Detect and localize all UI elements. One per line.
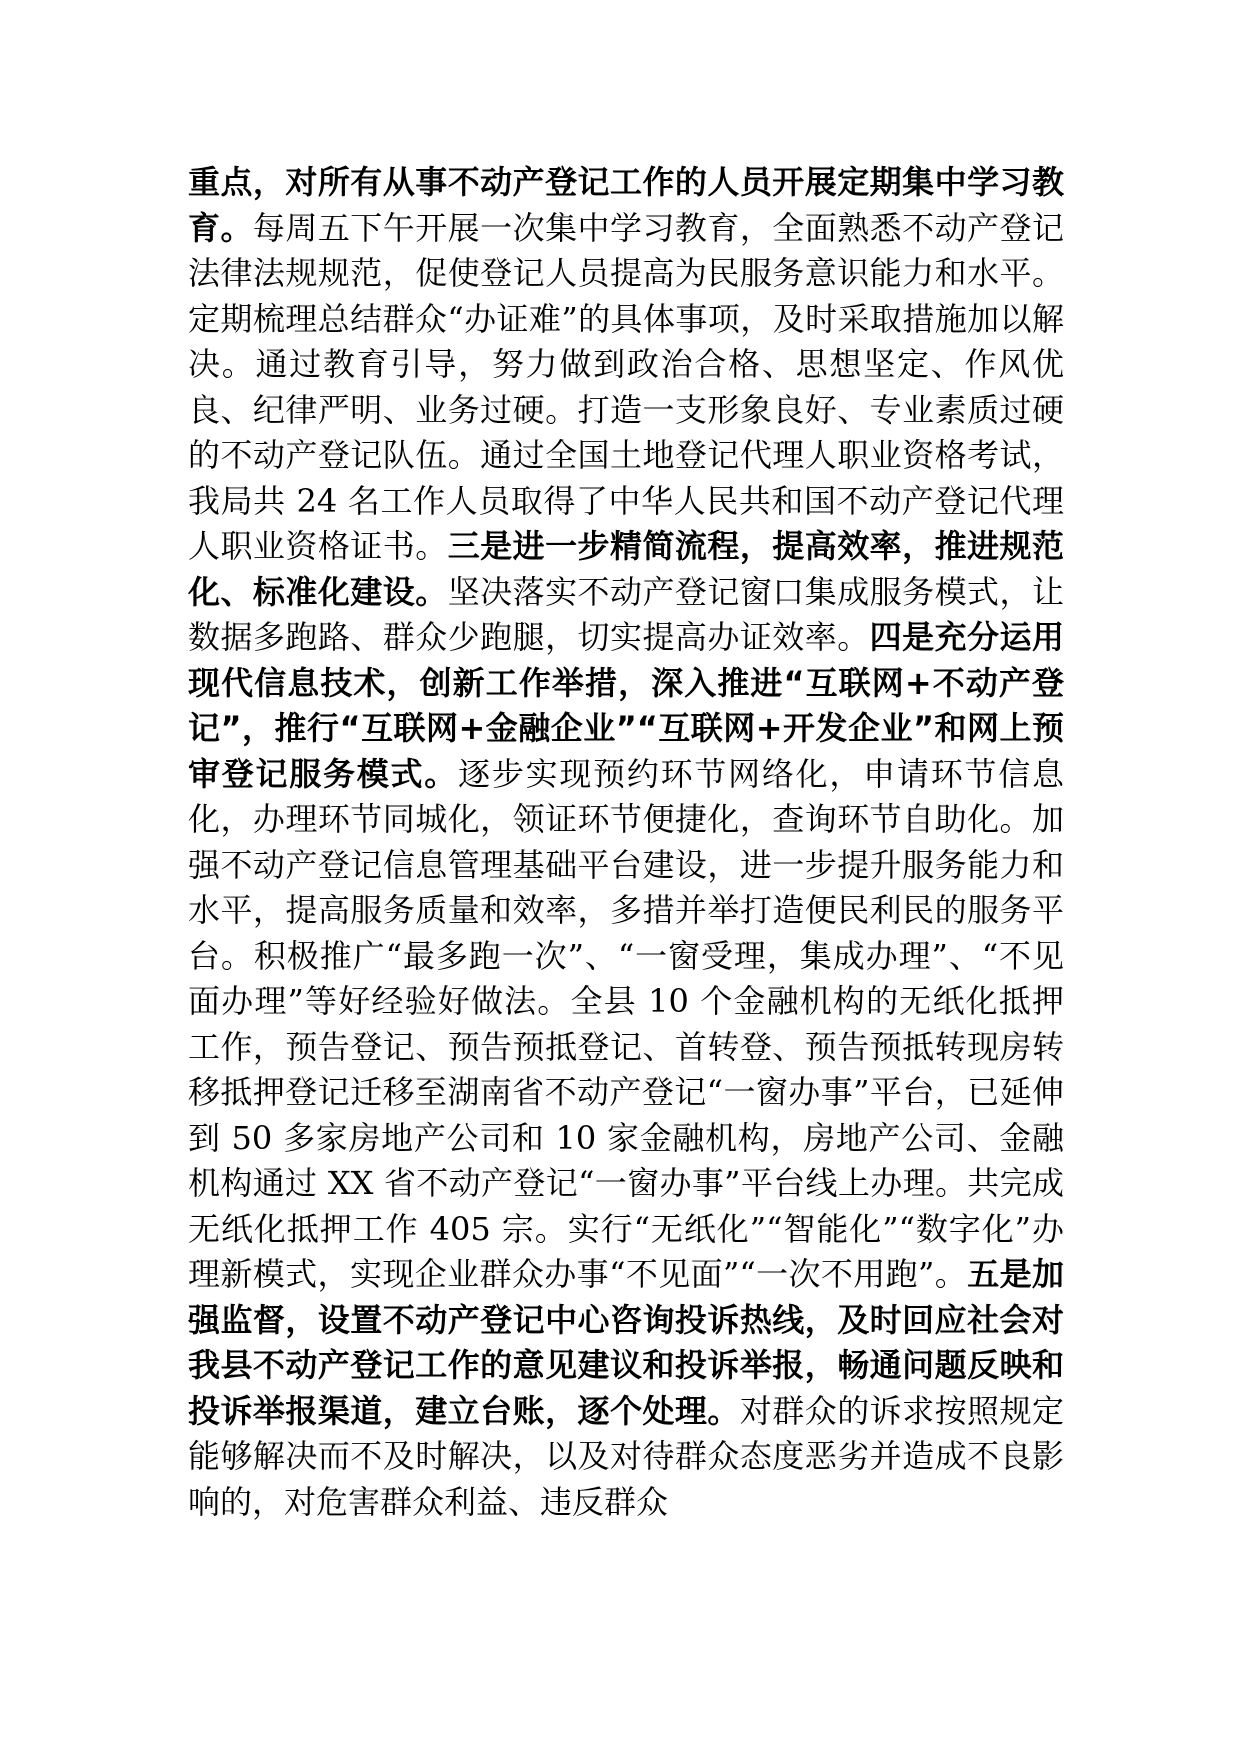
text-point-three-details: 坚决落实不动产登记窗口集成服务模式，让数据多跑路、群众少跑腿，切实提高办证效率。 — [188, 572, 1064, 656]
bold-lead-learning-education: 重点，对所有从事不动产登记工作的人员开展定期集中学习教育。 — [188, 163, 1064, 247]
text-point-five-details: 对群众的诉求按照规定能够解决而不及时解决，以及对待群众态度恶劣并造成不良影响的，对危害群众利益、违反群众 — [188, 1391, 1064, 1521]
text-point-four-details: 逐步实现预约环节网络化，申请环节信息化，办理环节同城化，领证环节便捷化，查询环节自助化。加强不动产登记信息管理基础平台建设，进一步提升服务能力和水平，提高服务质量和效率，多措并举打造便民利民的服务平台。积极推广“最多跑一次”、“一窗受理，集成办理”、“不见面办理”等好经验好做法。全县 10 个金融机构的无纸化抵押工作，预告登记、预告预抵登记、首转登、预告预抵转现房转移抵押登记迁移至湖南省不动产登记“一窗办事”平台，已延伸到 50 多家房地产公司和 10 家金融机构，房地产公司、金融机构通过 XX 省不动产登记“一窗办事”平台线上办理。共完成无纸化抵押工作 405 宗。实行“无纸化”“智能化”“数字化”办理新模式，实现企业群众办事“不见面”“一次不用跑”。 — [188, 754, 1064, 1293]
body-paragraph — [188, 160, 1064, 1525]
bold-lead-point-five: 五是加强监督，设置不动产登记中心咨询投诉热线，及时回应社会对我县不动产登记工作的意见建议和投诉举报，畅通问题反映和投诉举报渠道，建立台账，逐个处理。 — [188, 1255, 1064, 1430]
bold-lead-point-four: 四是充分运用现代信息技术，创新工作举措，深入推进“互联网+不动产登记”，推行“互联网+金融企业”“互联网+开发企业”和网上预审登记服务模式。 — [188, 618, 1064, 793]
text-learning-education-details: 每周五下午开展一次集中学习教育，全面熟悉不动产登记法律法规规范，促使登记人员提高为民服务意识能力和水平。定期梳理总结群众“办证难”的具体事项，及时采取措施加以解决。通过教育引导，努力做到政治合格、思想坚定、作风优良、纪律严明、业务过硬。打造一支形象良好、专业素质过硬的不动产登记队伍。通过全国土地登记代理人职业资格考试，我局共 24 名工作人员取得了中华人民共和国不动产登记代理人职业资格证书。 — [188, 208, 1064, 565]
bold-lead-point-three: 三是进一步精简流程，提高效率，推进规范化、标准化建设。 — [188, 527, 1064, 611]
